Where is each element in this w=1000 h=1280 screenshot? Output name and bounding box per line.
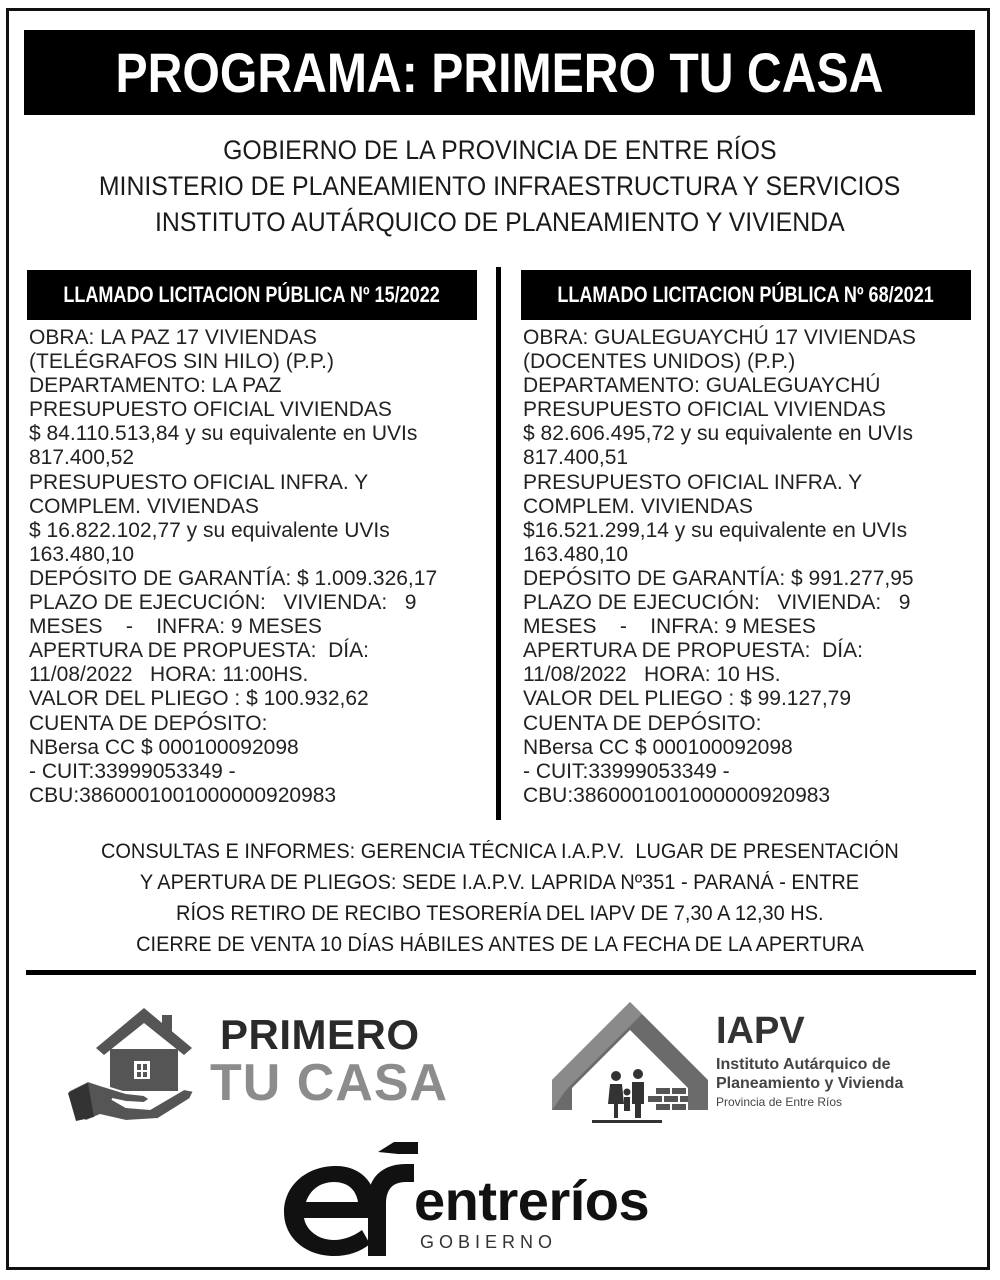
detail-line: OBRA: GUALEGUAYCHÚ 17 VIVIENDAS — [523, 326, 916, 349]
institution-header — [24, 132, 975, 240]
program-title: PROGRAMA: PRIMERO TU CASA — [115, 41, 884, 104]
detail-line: COMPLEM. VIVIENDAS — [29, 494, 259, 518]
detail-line: APERTURA DE PROPUESTA: DÍA: — [523, 639, 863, 663]
detail-line: CUENTA DE DEPÓSITO: — [29, 711, 268, 735]
footer-line: RÍOS RETIRO DE RECIBO TESORERÍA DEL IAPV DE 7,30 A 12,30 HS. — [175, 902, 824, 925]
detail-line: DEPARTAMENTO: LA PAZ — [29, 374, 282, 398]
detail-line: CUENTA DE DEPÓSITO: — [523, 711, 762, 735]
detail-line: 817.400,52 — [29, 446, 135, 470]
detail-line: NBersa CC $ 000100092098 — [29, 735, 299, 759]
iapv-title: IAPV — [716, 1010, 805, 1052]
detail-line: $16.521.299,14 y su equivalente en UVIs — [523, 518, 908, 542]
detail-line: VALOR DEL PLIEGO : $ 99.127,79 — [523, 687, 852, 711]
program-title-banner — [24, 30, 975, 115]
tender-right-details — [521, 326, 971, 808]
iapv-subtitle-1: Instituto Autárquico de — [716, 1056, 891, 1073]
entre-rios-gobierno: GOBIERNO — [420, 1232, 558, 1252]
entre-rios-logo — [278, 1138, 718, 1263]
detail-line: CBU:3860001001000000920983 — [29, 783, 337, 807]
detail-line: (DOCENTES UNIDOS) (P.P.) — [523, 350, 796, 374]
detail-line: DEPARTAMENTO: GUALEGUAYCHÚ — [523, 374, 881, 398]
tender-left-column — [27, 270, 477, 808]
section-divider — [26, 970, 976, 975]
house-in-hand-icon — [66, 1003, 206, 1123]
tender-left-details — [27, 326, 477, 808]
detail-line: (TELÉGRAFOS SIN HILO) (P.P.) — [29, 350, 334, 374]
detail-line: - CUIT:33999053349 - — [29, 759, 236, 783]
roof-family-icon — [552, 1000, 712, 1125]
primero-tu-casa-logo — [66, 1003, 486, 1123]
er-monogram-icon — [278, 1138, 418, 1263]
detail-line: PRESUPUESTO OFICIAL VIVIENDAS — [523, 398, 886, 422]
detail-line: APERTURA DE PROPUESTA: DÍA: — [29, 639, 369, 663]
detail-line: PRESUPUESTO OFICIAL INFRA. Y — [523, 470, 863, 494]
detail-line: COMPLEM. VIVIENDAS — [523, 494, 753, 518]
detail-line: PLAZO DE EJECUCIÓN: VIVIENDA: 9 — [523, 591, 911, 615]
header-line: GOBIERNO DE LA PROVINCIA DE ENTRE RÍOS — [222, 135, 777, 165]
detail-line: 163.480,10 — [523, 542, 629, 566]
header-line: INSTITUTO AUTÁRQUICO DE PLANEAMIENTO Y VIVIENDA — [154, 207, 845, 237]
detail-line: MESES - INFRA: 9 MESES — [523, 615, 816, 639]
footer-line: CONSULTAS E INFORMES: GERENCIA TÉCNICA I.A.P.V. LUGAR DE PRESENTACIÓN — [100, 840, 899, 863]
iapv-logo — [552, 1000, 912, 1125]
detail-line: MESES - INFRA: 9 MESES — [29, 615, 322, 639]
detail-line: PLAZO DE EJECUCIÓN: VIVIENDA: 9 — [29, 591, 417, 615]
detail-line: PRESUPUESTO OFICIAL INFRA. Y — [29, 470, 369, 494]
detail-line: DEPÓSITO DE GARANTÍA: $ 1.009.326,17 — [29, 566, 438, 590]
logo-text-primero: PRIMERO — [220, 1011, 420, 1058]
detail-line: $ 84.110.513,84 y su equivalente en UVIs — [29, 422, 418, 446]
tender-left-heading: LLAMADO LICITACION PÚBLICA Nº 15/2022 — [27, 270, 477, 320]
detail-line: 11/08/2022 HORA: 10 HS. — [523, 663, 781, 687]
detail-line: 817.400,51 — [523, 446, 629, 470]
detail-line: - CUIT:33999053349 - — [523, 759, 730, 783]
detail-line: $ 16.822.102,77 y su equivalente UVIs — [29, 518, 390, 542]
entre-rios-wordmark: entreríos — [414, 1169, 650, 1232]
column-divider — [496, 267, 501, 820]
footer-line: Y APERTURA DE PLIEGOS: SEDE I.A.P.V. LAPRIDA Nº351 - PARANÁ - ENTRE — [139, 871, 860, 894]
detail-line: VALOR DEL PLIEGO : $ 100.932,62 — [29, 687, 369, 711]
detail-line: PRESUPUESTO OFICIAL VIVIENDAS — [29, 398, 392, 422]
detail-line: NBersa CC $ 000100092098 — [523, 735, 793, 759]
tender-right-column — [521, 270, 971, 808]
detail-line: OBRA: LA PAZ 17 VIVIENDAS — [29, 326, 317, 349]
iapv-subtitle-2: Planeamiento y Vivienda — [716, 1075, 904, 1092]
iapv-subtitle-3: Provincia de Entre Ríos — [716, 1095, 843, 1109]
footer-line: CIERRE DE VENTA 10 DÍAS HÁBILES ANTES DE LA FECHA DE LA APERTURA — [135, 933, 864, 956]
header-line: MINISTERIO DE PLANEAMIENTO INFRAESTRUCTURA Y SERVICIOS — [98, 171, 901, 201]
detail-line: CBU:3860001001000000920983 — [523, 783, 831, 807]
detail-line: 11/08/2022 HORA: 11:00HS. — [29, 663, 309, 687]
inquiries-footer — [24, 836, 975, 960]
logo-text-tu-casa: TU CASA — [210, 1054, 449, 1112]
detail-line: $ 82.606.495,72 y su equivalente en UVIs — [523, 422, 913, 446]
detail-line: 163.480,10 — [29, 542, 135, 566]
tender-right-heading: LLAMADO LICITACION PÚBLICA Nº 68/2021 — [521, 270, 971, 320]
detail-line: DEPÓSITO DE GARANTÍA: $ 991.277,95 — [523, 566, 914, 590]
